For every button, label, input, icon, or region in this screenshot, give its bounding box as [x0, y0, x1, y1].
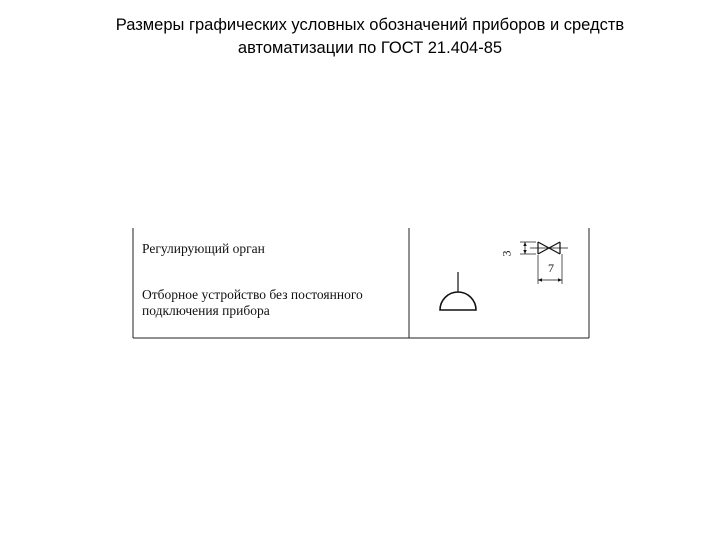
- title-line-2: автоматизации по ГОСТ 21.404-85: [237, 39, 503, 57]
- row-label-sampling-device: [142, 287, 363, 319]
- title-line-1: Размеры графических условных обозначений приборов и средств: [115, 16, 625, 34]
- valve-icon: [530, 242, 568, 254]
- sampling-device-icon: [440, 272, 476, 310]
- row-label-line-1: Отборное устройство без постоянного: [142, 287, 363, 302]
- symbols-table: [130, 228, 592, 340]
- row-label-control-valve: Регулирующий орган: [142, 241, 265, 256]
- page-title: [40, 14, 700, 60]
- dimension-width-label: 7: [548, 261, 554, 275]
- row-label-line-2: подключения прибора: [142, 303, 270, 318]
- dimension-height-label: 3: [499, 250, 514, 257]
